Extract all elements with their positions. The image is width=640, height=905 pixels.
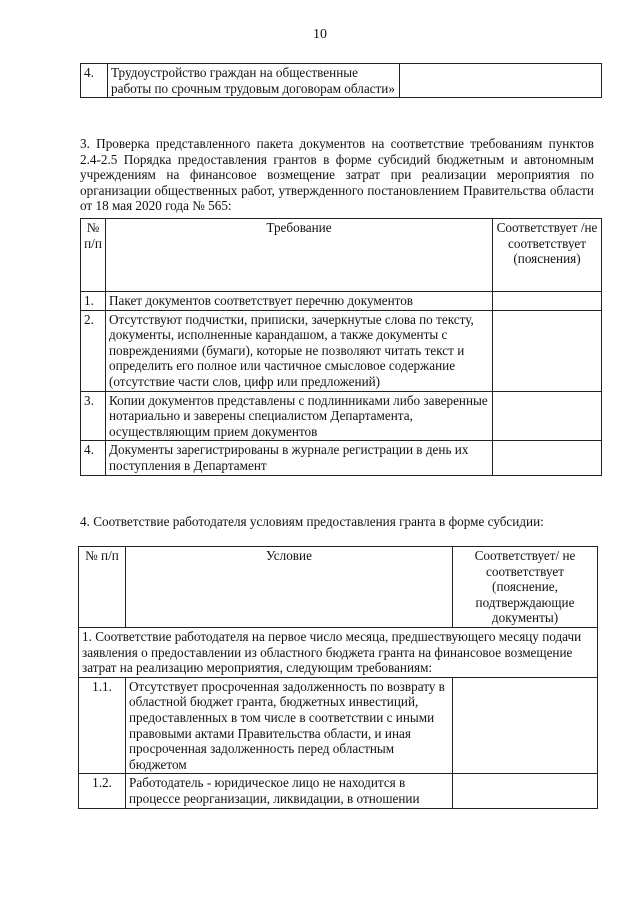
row-number: 3. bbox=[81, 391, 106, 441]
section3-intro: 3. Проверка представленного пакета документов на соответствие требованиям пунктов 2.4-2.5 Порядка предоставления грантов в форме субсидий бюджетным и автономным учреждениям на финансовое возмещение затрат при реализации мероприятия по организации общественных работ, утвержденного постановлением Правительства области от 18 мая 2020 года № 565: bbox=[80, 136, 594, 214]
table-row bbox=[79, 774, 598, 808]
row-text: Отсутствуют подчистки, приписки, зачеркнутые слова по тексту, документы, исполненные карандашом, а также документы с повреждениями (бумаги), которые не позволяют читать текст и определить его полное или частичное смысловое содержание (отсутствие части слов, цифр или предложений) bbox=[106, 310, 493, 391]
row-text: Работодатель - юридическое лицо не находится в процессе реорганизации, ликвидации, в отношении bbox=[126, 774, 453, 808]
row-status bbox=[493, 292, 602, 311]
requirements-table bbox=[80, 218, 602, 476]
row-status bbox=[493, 310, 602, 391]
row-number: 4. bbox=[81, 64, 108, 98]
row-number: 4. bbox=[81, 441, 106, 475]
header-condition: Условие bbox=[126, 547, 453, 628]
row-status bbox=[493, 391, 602, 441]
row-text: Отсутствует просроченная задолженность по возврату в областной бюджет гранта, бюджетных инвестиций, предоставленных в том числе в соответствии с иными правовыми актами Правительства области, и иная просроченная задолженность перед областным бюджетом bbox=[126, 677, 453, 774]
table-row bbox=[81, 441, 602, 475]
row-number: 1.2. bbox=[79, 774, 126, 808]
page-number: 10 bbox=[313, 27, 327, 42]
row-status bbox=[453, 677, 598, 774]
table-row bbox=[81, 391, 602, 441]
table-header-row bbox=[81, 219, 602, 292]
row-text: Трудоустройство граждан на общественные работы по срочным трудовым договорам области» bbox=[108, 64, 400, 98]
table-row bbox=[81, 310, 602, 391]
header-status: Соответствует/ не соответствует (пояснение, подтверждающие документы) bbox=[453, 547, 598, 628]
group-row bbox=[79, 627, 598, 677]
row-value bbox=[400, 64, 602, 98]
group-row-text: 1. Соответствие работодателя на первое число месяца, предшествующего месяцу подачи заявления о предоставлении из областного бюджета гранта на финансовое возмещение затрат на реализацию мероприятия, следующим требованиям: bbox=[79, 627, 598, 677]
table-row bbox=[79, 677, 598, 774]
row-text: Документы зарегистрированы в журнале регистрации в день их поступления в Департамент bbox=[106, 441, 493, 475]
section4-intro: 4. Соответствие работодателя условиям предоставления гранта в форме субсидии: bbox=[80, 514, 544, 529]
row-text: Пакет документов соответствует перечню документов bbox=[106, 292, 493, 311]
row-number: 1. bbox=[81, 292, 106, 311]
table-row bbox=[81, 292, 602, 311]
header-num: № п/п bbox=[79, 547, 126, 628]
header-requirement: Требование bbox=[106, 219, 493, 292]
row-number: 2. bbox=[81, 310, 106, 391]
header-status: Соответствует /не соответствует (пояснения) bbox=[493, 219, 602, 292]
row-status bbox=[493, 441, 602, 475]
conditions-table bbox=[78, 546, 598, 809]
row-text: Копии документов представлены с подлинниками либо заверенные нотариально и заверены специалистом Департамента, осуществляющим прием документов bbox=[106, 391, 493, 441]
row-status bbox=[453, 774, 598, 808]
table-row bbox=[81, 64, 602, 98]
header-num: № п/п bbox=[81, 219, 106, 292]
top-table bbox=[80, 63, 602, 98]
row-number: 1.1. bbox=[79, 677, 126, 774]
table-header-row bbox=[79, 547, 598, 628]
